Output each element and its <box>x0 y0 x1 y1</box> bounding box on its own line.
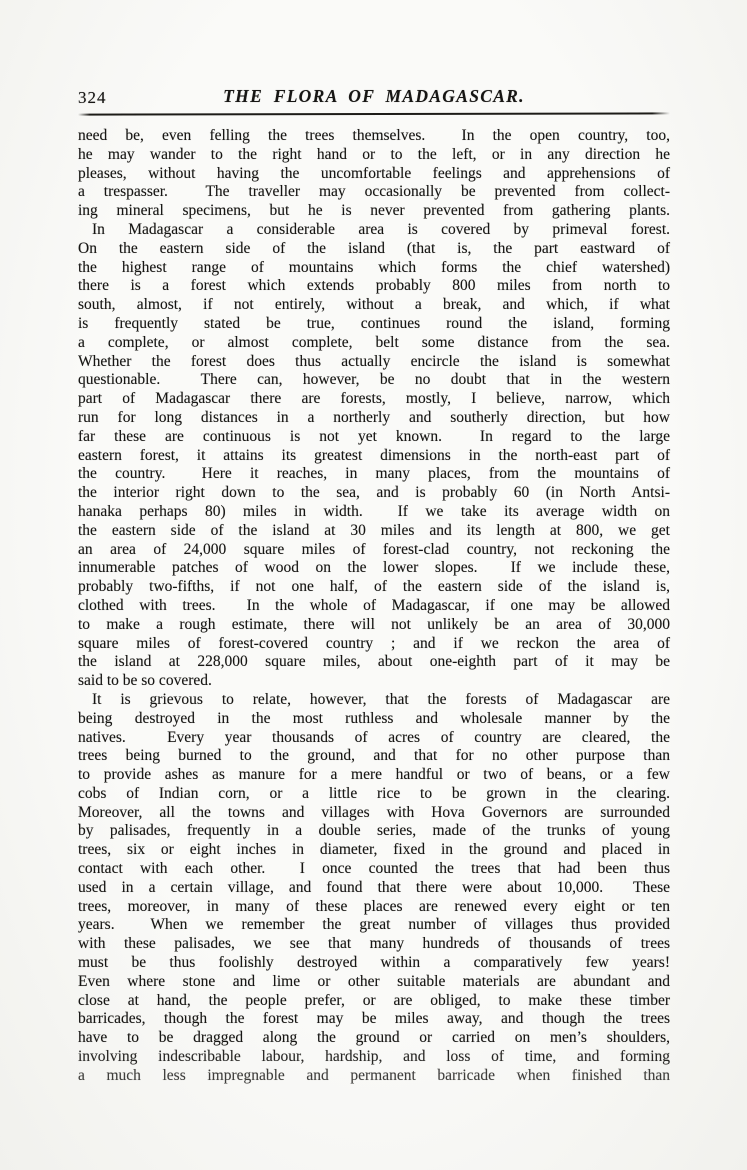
text-line: is frequently stated be true, continues round the island, forming <box>78 314 670 332</box>
text-line: innumerable patches of wood on the lower slopes. If we include these, <box>78 559 670 577</box>
text-line: trees, moreover, in many of these places are renewed every eight or ten <box>78 897 670 915</box>
text-line: run for long distances in a northerly and southerly direction, but how <box>78 408 670 426</box>
running-title: THE FLORA OF MADAGASCAR. <box>223 86 525 106</box>
text-line: contact with each other. I once counted the trees that had been thus <box>78 860 670 878</box>
paragraph <box>78 221 670 691</box>
text-line: involving indescribable labour, hardship, and loss of time, and forming <box>78 1048 670 1066</box>
text-line: pleases, without having the uncomfortable feelings and apprehensions of <box>78 164 670 182</box>
text-line: said to be so covered. <box>78 672 212 690</box>
text-line: On the eastern side of the island (that is, the part eastward of <box>78 239 670 257</box>
text-line: the country. Here it reaches, in many places, from the mountains of <box>78 465 670 483</box>
text-line: barricades, though the forest may be miles away, and though the trees <box>78 1010 670 1028</box>
text-line: square miles of forest-covered country ; and if we reckon the area of <box>78 634 670 652</box>
text-line: need be, even felling the trees themselves. In the open country, too, <box>78 127 670 144</box>
text-line: It is grievous to relate, however, that the forests of Madagascar are <box>92 690 670 708</box>
text-line: there is a forest which extends probably 800 miles from north to <box>78 277 670 295</box>
text-line: ing mineral specimens, but he is never prevented from gathering plants. <box>78 202 670 220</box>
text-line: natives. Every year thousands of acres of country are cleared, the <box>78 728 670 746</box>
text-line: south, almost, if not entirely, without a break, and which, if what <box>78 296 670 314</box>
text-line: by palisades, frequently in a double series, made of the trunks of young <box>78 822 670 840</box>
text-line: clothed with trees. In the whole of Madagascar, if one may be allowed <box>78 596 670 614</box>
text-line: the highest range of mountains which forms the chief watershed) <box>78 258 670 276</box>
text-line: Whether the forest does thus actually encircle the island is somewhat <box>78 352 670 370</box>
text-line: trees being burned to the ground, and that for no other purpose than <box>78 747 670 765</box>
text-line: with these palisades, we see that many hundreds of thousands of trees <box>78 935 670 953</box>
text-line: Even where stone and lime or other suitable materials are abundant and <box>78 972 670 990</box>
text-line: hanaka perhaps 80) miles in width. If we take its average width on <box>78 502 670 520</box>
text-line: Moreover, all the towns and villages with Hova Governors are surrounded <box>78 803 670 821</box>
text-line: to make a rough estimate, there will not unlikely be an area of 30,000 <box>78 615 670 633</box>
text-line: eastern forest, it attains its greatest dimensions in the north-east part of <box>78 446 670 464</box>
text-line: have to be dragged along the ground or carried on men’s shoulders, <box>78 1029 670 1047</box>
text-line: a trespasser. The traveller may occasionally be prevented from collect- <box>78 183 670 201</box>
text-line: a complete, or almost complete, belt some distance from the sea. <box>78 333 670 351</box>
paragraph <box>78 127 670 221</box>
text-line: years. When we remember the great number of villages thus provided <box>78 916 670 934</box>
page-number: 324 <box>78 88 107 107</box>
text-line: questionable. There can, however, be no doubt that in the western <box>78 371 670 389</box>
text-line: a much less impregnable and permanent barricade when finished than <box>78 1066 670 1084</box>
text-line: cobs of Indian corn, or a little rice to be grown in the clearing. <box>78 784 670 802</box>
text-line: he may wander to the right hand or to the left, or in any direction he <box>78 145 670 163</box>
text-line: the island at 228,000 square miles, about one-eighth part of it may be <box>78 653 670 671</box>
text-line: the interior right down to the sea, and is probably 60 (in North Antsi- <box>78 484 670 502</box>
book-page <box>78 0 670 1170</box>
text-line: probably two-fifths, if not one half, of the eastern side of the island is, <box>78 578 670 596</box>
text-line: must be thus foolishly destroyed within a comparatively few years! <box>78 954 670 972</box>
text-line: close at hand, the people prefer, or are obliged, to make these timber <box>78 991 670 1009</box>
page-text <box>78 127 670 1086</box>
text-line: far these are continuous is not yet known. In regard to the large <box>78 427 670 445</box>
text-line: the eastern side of the island at 30 miles and its length at 800, we get <box>78 521 670 539</box>
paragraph <box>78 691 670 1086</box>
text-line: to provide ashes as manure for a mere handful or two of beans, or a few <box>78 766 670 784</box>
text-line: In Madagascar a considerable area is covered by primeval forest. <box>92 220 670 238</box>
header-rule <box>78 112 670 115</box>
text-line: used in a certain village, and found that there were about 10,000. These <box>78 878 670 896</box>
text-line: part of Madagascar there are forests, mostly, I believe, narrow, which <box>78 390 670 408</box>
page-header <box>78 86 670 110</box>
text-line: trees, six or eight inches in diameter, fixed in the ground and placed in <box>78 841 670 859</box>
text-line: an area of 24,000 square miles of forest-clad country, not reckoning the <box>78 540 670 558</box>
text-line: being destroyed in the most ruthless and wholesale manner by the <box>78 709 670 727</box>
